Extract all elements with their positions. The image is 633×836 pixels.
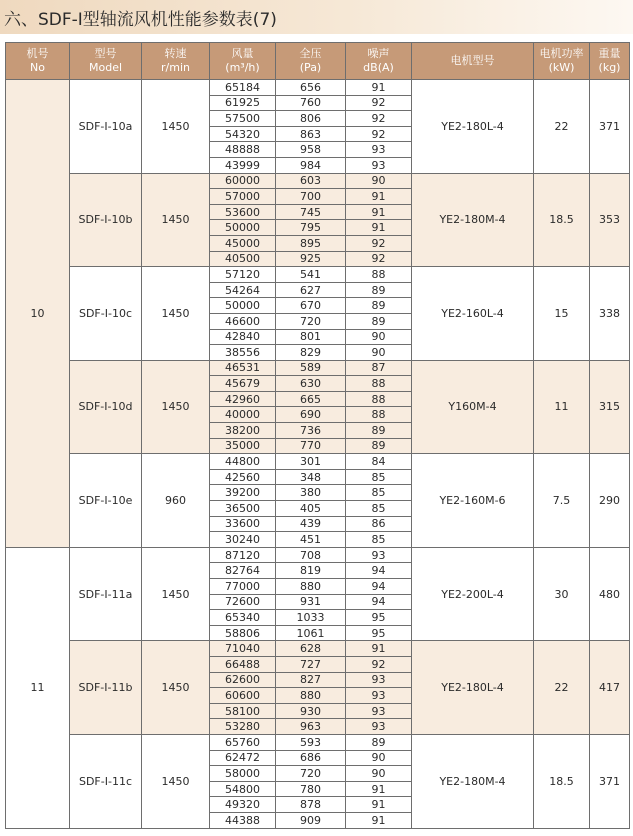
col-power-header: 电机功率 (kW) (534, 43, 590, 80)
motor-cell: YE2-180M-4 (412, 173, 534, 267)
flow-cell: 49320 (210, 797, 276, 813)
pressure-cell: 895 (276, 235, 346, 251)
power-cell: 30 (534, 547, 590, 641)
pressure-cell: 829 (276, 345, 346, 361)
noise-cell: 94 (346, 563, 412, 579)
flow-cell: 42560 (210, 469, 276, 485)
noise-cell: 92 (346, 235, 412, 251)
pressure-cell: 708 (276, 547, 346, 563)
flow-cell: 40000 (210, 407, 276, 423)
noise-cell: 88 (346, 376, 412, 392)
pressure-cell: 439 (276, 516, 346, 532)
flow-cell: 65760 (210, 734, 276, 750)
pressure-cell: 806 (276, 111, 346, 127)
motor-cell: YE2-180L-4 (412, 80, 534, 174)
model-cell: SDF-I-10a (70, 80, 142, 174)
power-cell: 7.5 (534, 454, 590, 548)
pressure-cell: 301 (276, 454, 346, 470)
header-row (6, 43, 630, 80)
pressure-cell: 760 (276, 95, 346, 111)
speed-cell: 1450 (142, 641, 210, 735)
table-row (6, 547, 630, 563)
noise-cell: 93 (346, 719, 412, 735)
speed-cell: 960 (142, 454, 210, 548)
noise-cell: 88 (346, 391, 412, 407)
flow-cell: 38556 (210, 345, 276, 361)
motor-cell: YE2-180L-4 (412, 641, 534, 735)
pressure-cell: 603 (276, 173, 346, 189)
col-model-header: 型号 Model (70, 43, 142, 80)
col-flow-header: 风量 (m³/h) (210, 43, 276, 80)
flow-cell: 54320 (210, 126, 276, 142)
pressure-cell: 720 (276, 766, 346, 782)
pressure-cell: 589 (276, 360, 346, 376)
flow-cell: 45679 (210, 376, 276, 392)
noise-cell: 85 (346, 485, 412, 501)
model-cell: SDF-I-11c (70, 734, 142, 828)
power-cell: 22 (534, 641, 590, 735)
pressure-cell: 880 (276, 579, 346, 595)
col-no-header: 机号 No (6, 43, 70, 80)
pressure-cell: 627 (276, 282, 346, 298)
noise-cell: 90 (346, 329, 412, 345)
weight-cell: 353 (590, 173, 630, 267)
flow-cell: 77000 (210, 579, 276, 595)
noise-cell: 92 (346, 656, 412, 672)
noise-cell: 93 (346, 688, 412, 704)
pressure-cell: 931 (276, 594, 346, 610)
power-cell: 18.5 (534, 173, 590, 267)
model-cell: SDF-I-10c (70, 267, 142, 361)
noise-cell: 94 (346, 579, 412, 595)
pressure-cell: 686 (276, 750, 346, 766)
flow-cell: 61925 (210, 95, 276, 111)
col-noise-header: 噪声 dB(A) (346, 43, 412, 80)
table-row (6, 734, 630, 750)
noise-cell: 89 (346, 438, 412, 454)
noise-cell: 91 (346, 220, 412, 236)
pressure-cell: 795 (276, 220, 346, 236)
flow-cell: 45000 (210, 235, 276, 251)
power-cell: 15 (534, 267, 590, 361)
flow-cell: 50000 (210, 298, 276, 314)
flow-cell: 33600 (210, 516, 276, 532)
flow-cell: 87120 (210, 547, 276, 563)
noise-cell: 93 (346, 672, 412, 688)
pressure-cell: 909 (276, 812, 346, 828)
noise-cell: 91 (346, 812, 412, 828)
pressure-cell: 628 (276, 641, 346, 657)
noise-cell: 90 (346, 345, 412, 361)
flow-cell: 35000 (210, 438, 276, 454)
table-row (6, 267, 630, 283)
flow-cell: 48888 (210, 142, 276, 158)
col-speed-header: 转速 r/min (142, 43, 210, 80)
table-row (6, 360, 630, 376)
weight-cell: 338 (590, 267, 630, 361)
pressure-cell: 405 (276, 501, 346, 517)
col-pressure-header: 全压 (Pa) (276, 43, 346, 80)
model-cell: SDF-I-11a (70, 547, 142, 641)
flow-cell: 54264 (210, 282, 276, 298)
model-cell: SDF-I-11b (70, 641, 142, 735)
motor-cell: YE2-200L-4 (412, 547, 534, 641)
pressure-cell: 656 (276, 80, 346, 96)
power-cell: 18.5 (534, 734, 590, 828)
flow-cell: 44388 (210, 812, 276, 828)
flow-cell: 40500 (210, 251, 276, 267)
flow-cell: 44800 (210, 454, 276, 470)
flow-cell: 53280 (210, 719, 276, 735)
flow-cell: 72600 (210, 594, 276, 610)
noise-cell: 88 (346, 267, 412, 283)
col-weight-header: 重量 (kg) (590, 43, 630, 80)
noise-cell: 91 (346, 204, 412, 220)
flow-cell: 39200 (210, 485, 276, 501)
motor-cell: YE2-160L-4 (412, 267, 534, 361)
noise-cell: 89 (346, 298, 412, 314)
flow-cell: 57000 (210, 189, 276, 205)
noise-cell: 92 (346, 111, 412, 127)
weight-cell: 480 (590, 547, 630, 641)
title-bar (0, 0, 633, 34)
noise-cell: 88 (346, 407, 412, 423)
motor-cell: Y160M-4 (412, 360, 534, 454)
col-motor-header: 电机型号 (412, 43, 534, 80)
pressure-cell: 770 (276, 438, 346, 454)
pressure-cell: 593 (276, 734, 346, 750)
flow-cell: 62472 (210, 750, 276, 766)
table-row (6, 173, 630, 189)
pressure-cell: 925 (276, 251, 346, 267)
table-row (6, 454, 630, 470)
model-cell: SDF-I-10e (70, 454, 142, 548)
pressure-cell: 958 (276, 142, 346, 158)
pressure-cell: 1061 (276, 625, 346, 641)
noise-cell: 93 (346, 157, 412, 173)
pressure-cell: 541 (276, 267, 346, 283)
noise-cell: 85 (346, 469, 412, 485)
pressure-cell: 819 (276, 563, 346, 579)
pressure-cell: 630 (276, 376, 346, 392)
speed-cell: 1450 (142, 360, 210, 454)
table-row (6, 80, 630, 96)
noise-cell: 93 (346, 142, 412, 158)
flow-cell: 36500 (210, 501, 276, 517)
table-row (6, 641, 630, 657)
flow-cell: 42960 (210, 391, 276, 407)
flow-cell: 60000 (210, 173, 276, 189)
noise-cell: 91 (346, 189, 412, 205)
pressure-cell: 700 (276, 189, 346, 205)
noise-cell: 85 (346, 501, 412, 517)
speed-cell: 1450 (142, 267, 210, 361)
flow-cell: 46531 (210, 360, 276, 376)
noise-cell: 84 (346, 454, 412, 470)
flow-cell: 38200 (210, 423, 276, 439)
weight-cell: 417 (590, 641, 630, 735)
flow-cell: 53600 (210, 204, 276, 220)
pressure-cell: 665 (276, 391, 346, 407)
motor-cell: YE2-180M-4 (412, 734, 534, 828)
noise-cell: 92 (346, 251, 412, 267)
noise-cell: 89 (346, 313, 412, 329)
pressure-cell: 801 (276, 329, 346, 345)
flow-cell: 58000 (210, 766, 276, 782)
weight-cell: 290 (590, 454, 630, 548)
noise-cell: 90 (346, 766, 412, 782)
noise-cell: 93 (346, 703, 412, 719)
noise-cell: 95 (346, 610, 412, 626)
noise-cell: 93 (346, 547, 412, 563)
pressure-cell: 451 (276, 532, 346, 548)
pressure-cell: 727 (276, 656, 346, 672)
speed-cell: 1450 (142, 173, 210, 267)
flow-cell: 66488 (210, 656, 276, 672)
pressure-cell: 736 (276, 423, 346, 439)
model-cell: SDF-I-10d (70, 360, 142, 454)
flow-cell: 65184 (210, 80, 276, 96)
pressure-cell: 780 (276, 781, 346, 797)
pressure-cell: 863 (276, 126, 346, 142)
machine-no-cell: 11 (6, 547, 70, 828)
noise-cell: 89 (346, 423, 412, 439)
noise-cell: 92 (346, 126, 412, 142)
flow-cell: 54800 (210, 781, 276, 797)
flow-cell: 60600 (210, 688, 276, 704)
flow-cell: 71040 (210, 641, 276, 657)
noise-cell: 89 (346, 734, 412, 750)
pressure-cell: 348 (276, 469, 346, 485)
noise-cell: 91 (346, 80, 412, 96)
pressure-cell: 720 (276, 313, 346, 329)
pressure-cell: 963 (276, 719, 346, 735)
flow-cell: 58100 (210, 703, 276, 719)
power-cell: 22 (534, 80, 590, 174)
page-title: 六、SDF-I型轴流风机性能参数表(7) (4, 10, 277, 30)
noise-cell: 85 (346, 532, 412, 548)
noise-cell: 91 (346, 641, 412, 657)
flow-cell: 57500 (210, 111, 276, 127)
pressure-cell: 880 (276, 688, 346, 704)
flow-cell: 43999 (210, 157, 276, 173)
flow-cell: 42840 (210, 329, 276, 345)
weight-cell: 315 (590, 360, 630, 454)
speed-cell: 1450 (142, 734, 210, 828)
weight-cell: 371 (590, 80, 630, 174)
flow-cell: 65340 (210, 610, 276, 626)
noise-cell: 91 (346, 781, 412, 797)
table-body (6, 80, 630, 829)
pressure-cell: 380 (276, 485, 346, 501)
noise-cell: 91 (346, 797, 412, 813)
noise-cell: 87 (346, 360, 412, 376)
pressure-cell: 690 (276, 407, 346, 423)
weight-cell: 371 (590, 734, 630, 828)
flow-cell: 57120 (210, 267, 276, 283)
noise-cell: 86 (346, 516, 412, 532)
motor-cell: YE2-160M-6 (412, 454, 534, 548)
flow-cell: 46600 (210, 313, 276, 329)
speed-cell: 1450 (142, 547, 210, 641)
pressure-cell: 1033 (276, 610, 346, 626)
pressure-cell: 878 (276, 797, 346, 813)
noise-cell: 89 (346, 282, 412, 298)
noise-cell: 95 (346, 625, 412, 641)
speed-cell: 1450 (142, 80, 210, 174)
flow-cell: 30240 (210, 532, 276, 548)
flow-cell: 82764 (210, 563, 276, 579)
noise-cell: 90 (346, 750, 412, 766)
flow-cell: 58806 (210, 625, 276, 641)
performance-table (5, 42, 630, 829)
pressure-cell: 670 (276, 298, 346, 314)
power-cell: 11 (534, 360, 590, 454)
model-cell: SDF-I-10b (70, 173, 142, 267)
noise-cell: 90 (346, 173, 412, 189)
noise-cell: 94 (346, 594, 412, 610)
flow-cell: 50000 (210, 220, 276, 236)
machine-no-cell: 10 (6, 80, 70, 548)
pressure-cell: 745 (276, 204, 346, 220)
pressure-cell: 930 (276, 703, 346, 719)
noise-cell: 92 (346, 95, 412, 111)
flow-cell: 62600 (210, 672, 276, 688)
pressure-cell: 984 (276, 157, 346, 173)
pressure-cell: 827 (276, 672, 346, 688)
